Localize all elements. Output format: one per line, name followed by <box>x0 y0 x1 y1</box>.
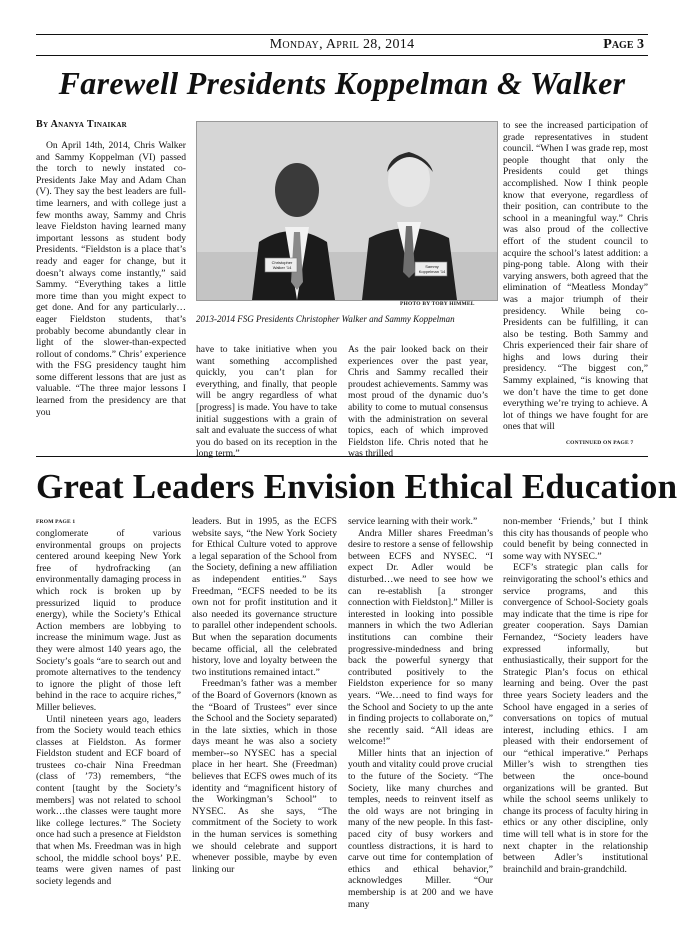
issue-date: Monday, April 28, 2014 <box>269 37 415 52</box>
header-bottom-rule <box>36 55 648 56</box>
article1-column-4 <box>503 120 648 438</box>
article1-column-3 <box>348 344 488 460</box>
paragraph: Freedman’s father was a member of the Board of Governors (known as the “Board of Trustees” ever since the School and the Society separated) in the late sixties, which in those days meant he was also a society member--so NYSEC has a special place in her heart. She (Freedman) believes that ECFS owes much of its identity and “magnificent history of the Workingman’s School” to NYSEC. As she says, “The commitment of the Society to work in the human services is something we should celebrate and support whenever possible, maybe by even linking our <box>192 678 337 875</box>
paragraph: As the pair looked back on their experiences over the past year, Chris and Sammy recalled their proudest achievements. Sammy was most proud of the dynamic duo’s ability to come to mutual consensus with the administration on several topics, each of which improved Fieldston life. Chris noted that he was thrilled <box>348 344 488 460</box>
page-number: Page 3 <box>603 37 644 52</box>
photo-caption: 2013-2014 FSG Presidents Christopher Walker and Sammy Koppelman <box>196 314 455 324</box>
paragraph: ECF’s strategic plan calls for reinvigorating the school’s ethics and service programs, and this convergence of School-Society goals may indicate that the time is ripe for greater cooperation. Says Damian Fernandez, “Society leaders have expressed informally, but enthusiastically, their support for the Strategic Plan’s focus on ethical learning and being. Over the past three years Society leaders and the School have engaged in a series of conversations on topics of mutual interest, including ethics. I am pleased with their endorsement of our “ethical imperative.” Perhaps Miller’s wish to strengthen ties between the once-bound organizations will be granted. But while the school seems unlikely to change its process of faculty hiring in ethics or any other discipline, only time will tell what is in store for the next chapter in the relationship between Adler’s institutional brainchild and brain-grandchild. <box>503 562 648 875</box>
paragraph: have to take initiative when you want something accomplished quickly, you can’t plan for everything, and finally, that people will be angry regardless of what [progress] is made. You have to take initial suggestions with a grain of salt and evaluate the success of what you do based on its reception in the long term.” <box>196 344 337 460</box>
presidents-photo-illustration <box>197 122 497 300</box>
paragraph: non-member ‘Friends,’ but I think this city has thousands of people who could benefit by being connected in some way with NYSEC.” <box>503 516 648 562</box>
article2-column-3 <box>348 516 493 912</box>
paragraph: to see the increased participation of grade representatives in student council. “When I was grade rep, most people thought that only the Presidents could get things accomplished. Now I think people know that everyone, regardless of their position, can contribute to the school in a meaningful way.” Chris was also proud of the collective effort of the student council to acquire the school’s latest addition: a ping-pong table. Along with their varying answers, both agreed that the elimination of “Meatless Monday” was a major triumph of their presidency. While being co-Presidents can be fulfilling, it can also be testing. Both Sammy and Chris experienced their fair share of highs and lows during their presidency. “The biggest con,” Sammy explained, “is knowing that we don’t have the time to get done everything we’re trying to achieve. A lot of things we have fought for are ones that will <box>503 120 648 433</box>
name-tag-left: Christopher Walker '14 <box>271 260 293 270</box>
photo-credit: PHOTO BY TOBY HIMMEL <box>400 301 475 307</box>
from-page-notice: FROM PAGE 1 <box>36 519 76 525</box>
article2-column-1 <box>36 528 181 912</box>
paragraph: Miller hints that an injection of youth and vitality could prove crucial to the future of the Society. “The Society, like many churches and temples, needs to reinvent itself as the old ways are not bringing in many of the new people. In this fast-paced city of busy workers and countless distractions, it is hard to carve out time for contemplation of ethics and ethical behavior,” acknowledges Miller. “Our membership is at 200 and we have many <box>348 747 493 910</box>
paragraph: Until nineteen years ago, leaders from the Society would teach ethics classes at Fieldston. As former Fieldston student and ECF board of trustees co-chair Nina Freedman (class of ’73) remembers, “the content [taught by the Society’s members] was not related to school work…the classes were taught more like college lectures.” The Society once had such a presence at Fieldston that when Ms. Freedman was in high school, the middle school boys’ P.E. teams were given names of past society legends and <box>36 713 181 887</box>
header-top-rule <box>36 34 648 35</box>
paragraph: service learning with their work.” <box>348 516 478 527</box>
paragraph: Andra Miller shares Freedman’s desire to restore a sense of fellowship between ECFS and NYSEC. “I expect Dr. Adler would be disturbed…we need to see how we can re-establish [a stronger connection with Fieldston].” Miller is interested in looking into possible manners in which the two Adlerian institutions can combine their progressive-mindedness and bring back the powerful synergy that contributed positively to the Fieldston experience for so many years. “We…need to find ways for the School and Society to up the ante in finding projects to collaborate on,” she recently said. “All ideas are welcome!” <box>348 527 493 748</box>
article1-column-1 <box>36 140 186 452</box>
article1-column-2 <box>196 344 337 460</box>
article1-headline: Farewell Presidents Koppelman & Walker <box>58 65 626 101</box>
paragraph: conglomerate of various environmental groups on projects centered around keeping New York free of hydrofracking (an environmentally damaging process in which rock is broken up by pressurized liquid to produce energy), while the Society’s Ethical Action members are lobbying to increase the minimum wage. Just as they were almost 140 years ago, the Society’s goals “are to search out and promote alternatives to the tendency to ignore the plight of those left behind in the race to acquire riches,” Miller believes. <box>36 528 181 713</box>
paragraph: leaders. But in 1995, as the ECFS website says, “the New York Society for Ethical Culture voted to approve a legal separation of the School from the Society, defining a new affiliation as independent entities.” Says Freedman, “ECFS needed to be its own not for profit institution and it also needed its governance structure to parallel other independent schools. But when the separation documents became official, all the celebrated history, love and loyalty between the two institutions remained intact.” <box>192 516 337 678</box>
article1-byline: By Ananya Tinaikar <box>36 119 128 130</box>
article2-column-4 <box>503 516 648 912</box>
article2-headline: Great Leaders Envision Ethical Education <box>36 467 678 506</box>
article-divider-rule <box>36 456 648 457</box>
continued-notice: CONTINUED ON PAGE 7 <box>566 440 634 446</box>
presidents-photo <box>196 121 498 301</box>
article2-column-2 <box>192 516 337 912</box>
paragraph: On April 14th, 2014, Chris Walker and Sammy Koppelman (VI) passed the torch to newly instated co-Presidents Jake May and Adam Chan (V). They say the best leaders are full-time learners, and with college just a few months away, Sammy and Chris leave Fieldston having learned many important lessons as student body Presidents. “Fieldston is a place that’s ready and eager for change, but it doesn’t always come instantly,” said Sammy. “Everything takes a little more time than you might expect to get done. And for any particularly…eager Fieldston students, that’s probably become abundantly clear in light of the slower-than-expected rollout of condoms.” Chris’ experience with the FSG presidency taught him some different lessons that are just as valuable. “The three major lessons I learned from the presidency are that you <box>36 140 186 418</box>
name-tag-right: Sammy Koppelman '14 <box>418 264 446 274</box>
